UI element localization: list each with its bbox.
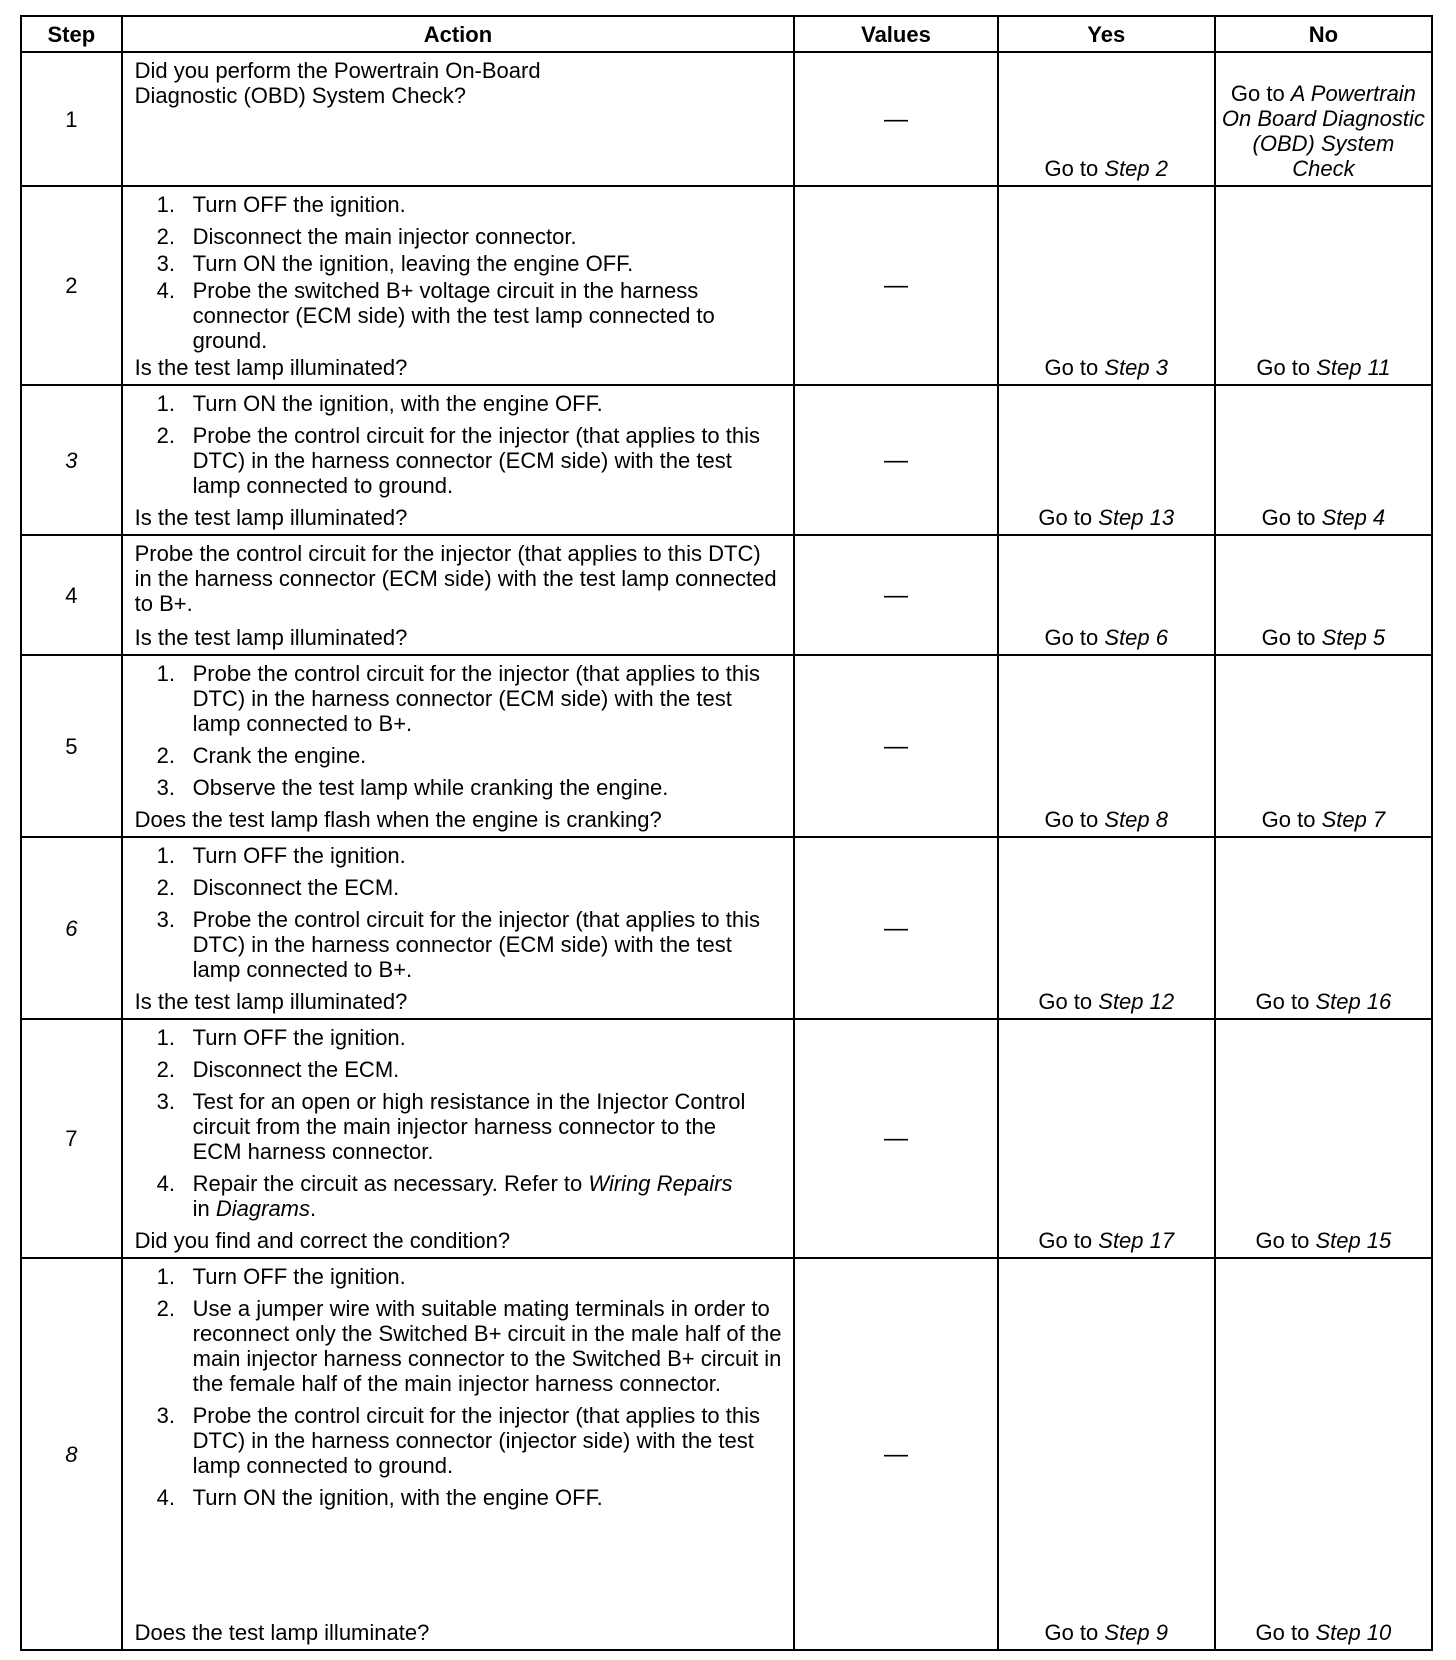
list-item: 1. Probe the control circuit for the injector (that applies to this DTC) in the harness connector (ECM side) with the test lamp connected to B+. <box>156 661 761 736</box>
step-number: 6 <box>21 837 122 1019</box>
no-cell: Go to Step 4 <box>1215 385 1432 535</box>
list-item: 3. Probe the control circuit for the injector (that applies to this DTC) in the harness connector (ECM side) with the test lamp connected to B+. <box>156 907 761 982</box>
question-text: Is the test lamp illuminated? <box>134 355 408 380</box>
procedure-list <box>135 192 784 355</box>
yes-step-link[interactable]: Step 6 <box>1104 625 1168 650</box>
list-item: 2. Use a jumper wire with suitable mating terminals in order to reconnect only the Switched B+ circuit in the male half of the main injector harness connector to the Switched B+ circuit in the female half of the main injector harness connector. <box>156 1296 782 1396</box>
yes-prefix: Go to <box>1044 156 1105 181</box>
diagrams-link[interactable]: Diagrams <box>215 1196 311 1221</box>
list-item: 3. Observe the test lamp while cranking the engine. <box>156 775 669 800</box>
no-step-link[interactable]: Step 11 <box>1316 355 1391 380</box>
action-text: Probe the control circuit for the injector (that applies to this DTC) in the harness connector (ECM side) with the test lamp connected to B+. <box>134 541 777 616</box>
list-item: 1. Turn OFF the ignition. <box>156 1025 406 1050</box>
value-cell: — <box>794 1019 997 1258</box>
value-cell: — <box>794 52 997 186</box>
list-item: 2. Probe the control circuit for the injector (that applies to this DTC) in the harness connector (ECM side) with the test lamp connected to ground. <box>156 423 761 498</box>
yes-step-link[interactable]: Step 17 <box>1098 1228 1175 1253</box>
no-cell: Go to Step 16 <box>1215 837 1432 1019</box>
yes-step-link[interactable]: Step 2 <box>1104 156 1168 181</box>
list-item: 1. Turn OFF the ignition. <box>156 1264 406 1289</box>
list-item: 1. Turn ON the ignition, with the engine OFF. <box>156 391 603 416</box>
action-cell <box>122 535 795 655</box>
yes-cell: Go to Step 12 <box>998 837 1215 1019</box>
diagnostic-table <box>20 15 1433 1651</box>
procedure-list <box>135 661 784 807</box>
yes-cell: Go to Step 17 <box>998 1019 1215 1258</box>
step-number: 7 <box>21 1019 122 1258</box>
step-number: 4 <box>21 535 122 655</box>
header-yes: Yes <box>998 16 1215 52</box>
list-item: 2. Disconnect the ECM. <box>156 875 400 900</box>
list-item: 3. Probe the control circuit for the injector (that applies to this DTC) in the harness connector (injector side) with the test lamp connected to ground. <box>156 1403 761 1478</box>
step-number: 8 <box>21 1258 122 1650</box>
yes-cell: Go to Step 13 <box>998 385 1215 535</box>
action-cell <box>122 837 795 1019</box>
procedure-list <box>135 843 784 989</box>
no-cell: Go to Step 7 <box>1215 655 1432 837</box>
header-row <box>21 16 1432 52</box>
no-step-link[interactable]: Step 7 <box>1321 807 1386 832</box>
table-row <box>21 52 1432 186</box>
list-item: 3. Turn ON the ignition, leaving the engine OFF. <box>156 251 634 276</box>
no-step-link[interactable]: Step 4 <box>1321 505 1386 530</box>
procedure-list <box>135 1264 784 1517</box>
no-step-link[interactable]: Step 15 <box>1315 1228 1392 1253</box>
yes-step-link[interactable]: Step 3 <box>1104 355 1168 380</box>
yes-cell: Go to Step 6 <box>998 535 1215 655</box>
table-row <box>21 186 1432 385</box>
header-step: Step <box>21 16 122 52</box>
no-cell: Go to Step 10 <box>1215 1258 1432 1650</box>
table-row <box>21 385 1432 535</box>
wiring-repairs-link[interactable]: Wiring Repairs <box>588 1171 733 1196</box>
table-row <box>21 535 1432 655</box>
question-text: Does the test lamp illuminate? <box>134 1620 430 1645</box>
no-obd-check-link[interactable]: A Powertrain On Board Diagnostic (OBD) System Check <box>1221 81 1425 181</box>
action-cell <box>122 655 795 837</box>
table-row <box>21 1258 1432 1650</box>
no-cell: Go to Step 5 <box>1215 535 1432 655</box>
yes-step-link[interactable]: Step 9 <box>1104 1620 1168 1645</box>
header-no: No <box>1215 16 1432 52</box>
question-text: Is the test lamp illuminated? <box>134 625 408 650</box>
list-item: 2. Disconnect the main injector connector. <box>156 224 577 249</box>
table-row <box>21 1019 1432 1258</box>
no-cell: Go to Step 11 <box>1215 186 1432 385</box>
no-prefix: Go to <box>1230 81 1291 106</box>
yes-step-link[interactable]: Step 8 <box>1104 807 1168 832</box>
yes-cell <box>998 52 1215 186</box>
value-cell: — <box>794 1258 997 1650</box>
action-cell <box>122 1019 795 1258</box>
question-text: Is the test lamp illuminated? <box>134 505 408 530</box>
list-item: 4. Probe the switched B+ voltage circuit in the harness connector (ECM side) with the test lamp connected to ground. <box>156 278 715 353</box>
yes-cell: Go to Step 9 <box>998 1258 1215 1650</box>
yes-cell: Go to Step 8 <box>998 655 1215 837</box>
table-row <box>21 655 1432 837</box>
no-step-link[interactable]: Step 16 <box>1315 989 1392 1014</box>
question-text: Is the test lamp illuminated? <box>134 989 408 1014</box>
list-item: 2. Crank the engine. <box>156 743 367 768</box>
table-row <box>21 837 1432 1019</box>
list-item: 2. Disconnect the ECM. <box>156 1057 400 1082</box>
action-cell <box>122 385 795 535</box>
step-number: 2 <box>21 186 122 385</box>
step-number: 5 <box>21 655 122 837</box>
action-cell <box>122 186 795 385</box>
list-item: 4. Repair the circuit as necessary. Refer to Wiring Repairs in Diagrams. <box>156 1171 733 1221</box>
action-text: Did you perform the Powertrain On-Board Diagnostic (OBD) System Check? <box>134 58 541 108</box>
list-item: 4. Turn ON the ignition, with the engine OFF. <box>156 1485 603 1510</box>
step-number: 1 <box>21 52 122 186</box>
no-step-link[interactable]: Step 10 <box>1315 1620 1392 1645</box>
header-values: Values <box>794 16 997 52</box>
list-item: 1. Turn OFF the ignition. <box>156 192 406 217</box>
action-cell <box>122 52 795 186</box>
no-cell <box>1215 52 1432 186</box>
value-cell: — <box>794 655 997 837</box>
procedure-list <box>135 391 784 505</box>
yes-step-link[interactable]: Step 13 <box>1098 505 1175 530</box>
no-cell: Go to Step 15 <box>1215 1019 1432 1258</box>
value-cell: — <box>794 837 997 1019</box>
list-item: 1. Turn OFF the ignition. <box>156 843 406 868</box>
step-number: 3 <box>21 385 122 535</box>
value-cell: — <box>794 535 997 655</box>
header-action: Action <box>122 16 795 52</box>
question-text: Did you find and correct the condition? <box>134 1228 511 1253</box>
list-item: 3. Test for an open or high resistance in the Injector Control circuit from the main injector harness connector to the ECM harness connector. <box>156 1089 746 1164</box>
procedure-list <box>135 1025 784 1228</box>
yes-cell: Go to Step 3 <box>998 186 1215 385</box>
no-step-link[interactable]: Step 5 <box>1321 625 1386 650</box>
value-cell: — <box>794 385 997 535</box>
yes-step-link[interactable]: Step 12 <box>1098 989 1175 1014</box>
action-cell <box>122 1258 795 1650</box>
value-cell: — <box>794 186 997 385</box>
question-text: Does the test lamp flash when the engine is cranking? <box>134 807 662 832</box>
